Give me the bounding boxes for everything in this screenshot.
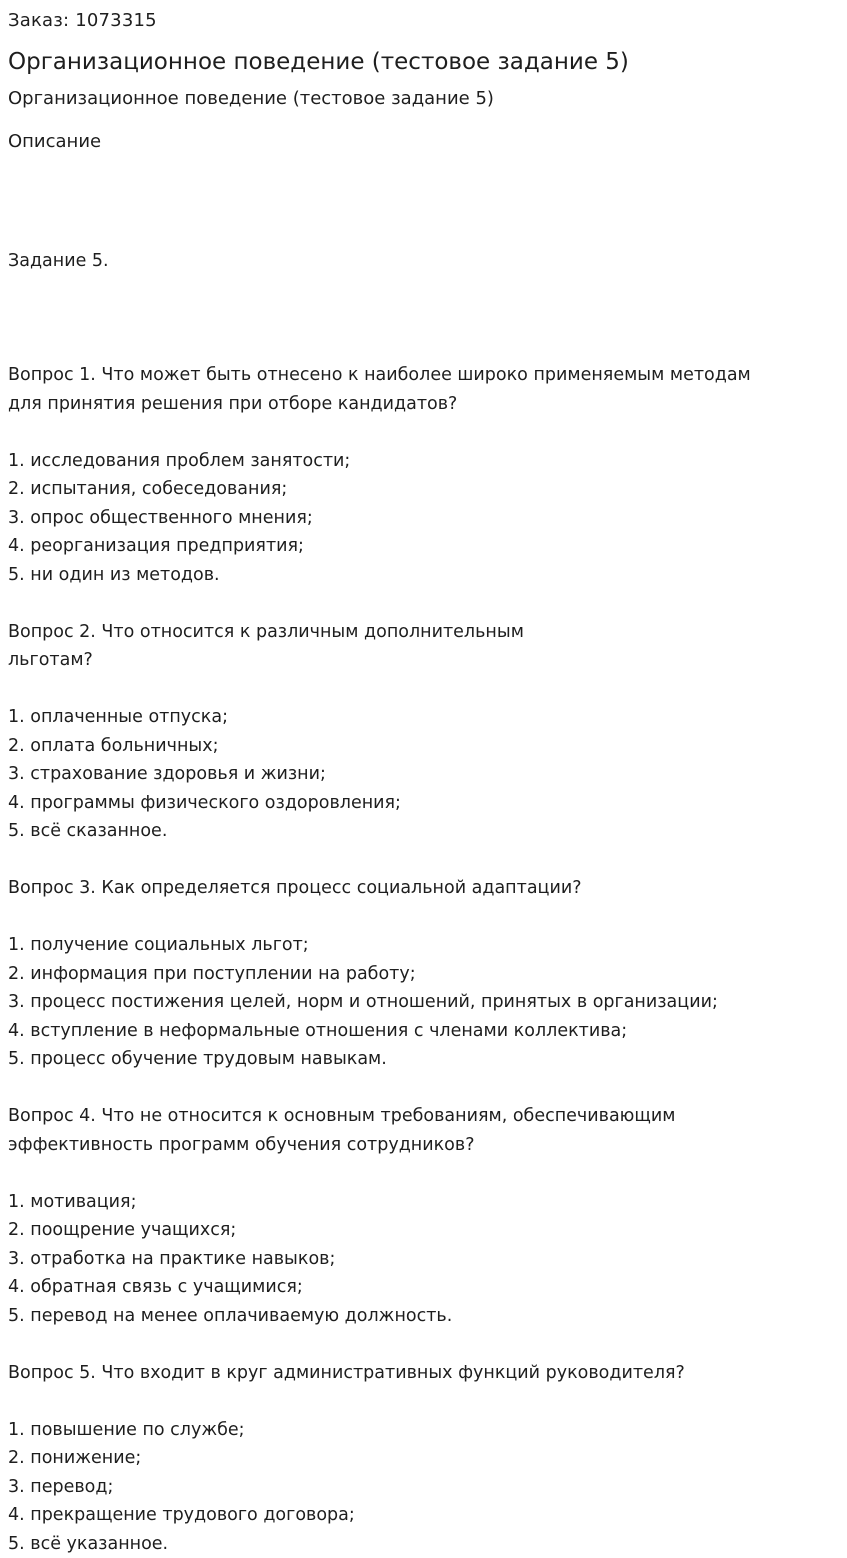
answer-option: 4. программы физического оздоровления; — [8, 789, 838, 818]
answer-option: 5. процесс обучение трудовым навыкам. — [8, 1045, 838, 1074]
task-title: Задание 5. — [8, 247, 838, 276]
answer-option: 2. поощрение учащихся; — [8, 1216, 838, 1245]
spacer — [8, 846, 838, 875]
spacer — [8, 903, 838, 932]
answer-option: 3. перевод; — [8, 1473, 838, 1502]
spacer — [8, 675, 838, 704]
answer-option: 4. реорганизация предприятия; — [8, 532, 838, 561]
spacer — [8, 1159, 838, 1188]
answer-option: 3. опрос общественного мнения; — [8, 504, 838, 533]
spacer — [8, 418, 838, 447]
answer-option: 4. вступление в неформальные отношения с членами коллектива; — [8, 1017, 838, 1046]
answer-option: 4. обратная связь с учащимися; — [8, 1273, 838, 1302]
description-label: Описание — [8, 131, 101, 153]
answer-option: 1. исследования проблем занятости; — [8, 447, 838, 476]
answer-option: 4. прекращение трудового договора; — [8, 1501, 838, 1530]
answer-option: 3. процесс постижения целей, норм и отношений, принятых в организации; — [8, 988, 838, 1017]
question-text: Вопрос 3. Как определяется процесс социальной адаптации? — [8, 874, 838, 903]
answer-option: 2. испытания, собеседования; — [8, 475, 838, 504]
answer-option: 1. получение социальных льгот; — [8, 931, 838, 960]
answer-option: 5. перевод на менее оплачиваемую должность. — [8, 1302, 838, 1331]
page-subtitle: Организационное поведение (тестовое задание 5) — [8, 88, 494, 110]
question-text: для принятия решения при отборе кандидатов? — [8, 390, 838, 419]
question-text: Вопрос 2. Что относится к различным дополнительным — [8, 618, 838, 647]
question-text: эффективность программ обучения сотрудников? — [8, 1131, 838, 1160]
answer-option: 3. отработка на практике навыков; — [8, 1245, 838, 1274]
question-text: льготам? — [8, 646, 838, 675]
question-text: Вопрос 4. Что не относится к основным требованиям, обеспечивающим — [8, 1102, 838, 1131]
spacer — [8, 333, 838, 362]
answer-option: 2. информация при поступлении на работу; — [8, 960, 838, 989]
question-text: Вопрос 5. Что входит в круг административных функций руководителя? — [8, 1359, 838, 1388]
answer-option: 5. всё указанное. — [8, 1530, 838, 1558]
answer-option: 5. всё сказанное. — [8, 817, 838, 846]
spacer — [8, 1330, 838, 1359]
answer-option: 5. ни один из методов. — [8, 561, 838, 590]
answer-option: 2. понижение; — [8, 1444, 838, 1473]
answer-option: 1. мотивация; — [8, 1188, 838, 1217]
description-content — [8, 190, 838, 1558]
page-title: Организационное поведение (тестовое задание 5) — [8, 47, 629, 77]
spacer — [8, 589, 838, 618]
answer-option: 1. оплаченные отпуска; — [8, 703, 838, 732]
answer-option: 2. оплата больничных; — [8, 732, 838, 761]
question-text: Вопрос 1. Что может быть отнесено к наиболее широко применяемым методам — [8, 361, 838, 390]
order-number: Заказ: 1073315 — [8, 10, 157, 32]
answer-option: 1. повышение по службе; — [8, 1416, 838, 1445]
answer-option: 3. страхование здоровья и жизни; — [8, 760, 838, 789]
spacer — [8, 1387, 838, 1416]
spacer — [8, 1074, 838, 1103]
